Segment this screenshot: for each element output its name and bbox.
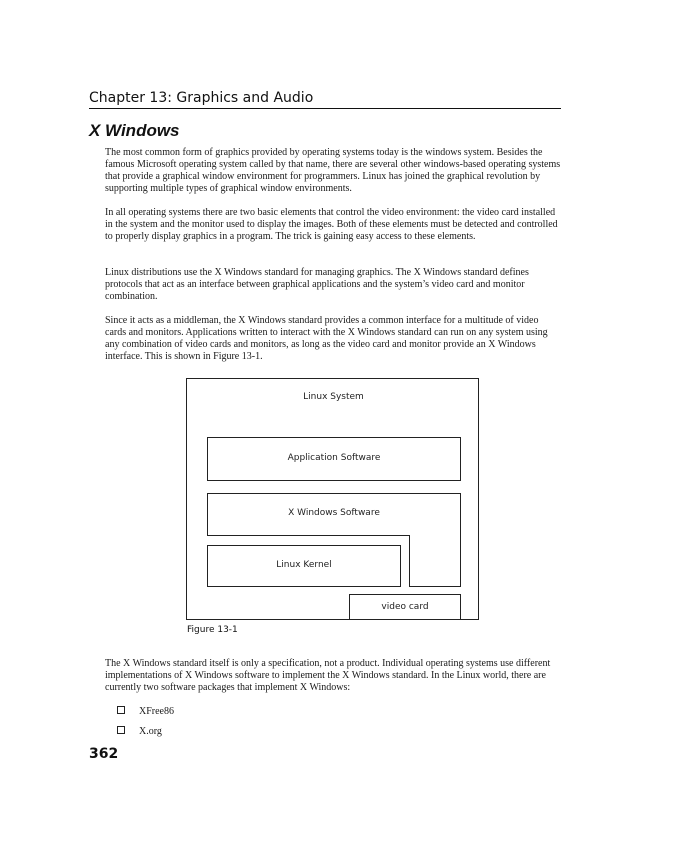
paragraph-2: In all operating systems there are two basic elements that control the video environment: the video card installed in the system and the monitor used to display the images. Both of these elements must be detected and controlled to properly display graphics in a program. The trick is gaining easy access to these elements.: [105, 207, 558, 242]
linux-kernel-box: [207, 545, 401, 587]
list-item: [117, 726, 162, 737]
video-card-label: video card: [381, 602, 429, 612]
list-item: [117, 706, 174, 717]
paragraph-1: The most common form of graphics provided by operating systems today is the windows system. Besides the famous Microsoft operating system called by that name, there are several other windows-based operating systems that provide a graphical window environment for programmers. Linux has joined the graphical revolution by supporting multiple types of graphical window environments.: [105, 147, 561, 194]
figure-linux-system-diagram: [186, 378, 479, 620]
list-item-label: X.org: [139, 726, 162, 737]
application-software-label: Application Software: [287, 453, 381, 463]
paragraph-5: The X Windows standard itself is only a specification, not a product. Individual operating systems use different implementations of X Windows software to implement the X Windows standard. In the Linux world, there are currently two software packages that implement X Windows:: [105, 658, 551, 693]
section-title: X Windows: [89, 121, 180, 140]
checkbox-bullet-icon: [117, 706, 125, 714]
video-card-box: [349, 594, 461, 620]
list-item-label: XFree86: [139, 706, 174, 717]
chapter-header: Chapter 13: Graphics and Audio: [89, 90, 561, 109]
page-number: 362: [89, 746, 119, 762]
figure-caption: Figure 13-1: [187, 625, 238, 635]
paragraph-4: Since it acts as a middleman, the X Windows standard provides a common interface for a multitude of video cards and monitors. Applications written to interact with the X Windows standard can run on any system using any combination of video cards and monitors, as long as the video card and monitor provide an X Windows interface. This is shown in Figure 13-1.: [105, 315, 548, 362]
x-windows-software-label: X Windows Software: [288, 508, 380, 518]
linux-kernel-label: Linux Kernel: [276, 560, 332, 570]
checkbox-bullet-icon: [117, 726, 125, 734]
paragraph-3: Linux distributions use the X Windows standard for managing graphics. The X Windows standard defines protocols that act as an interface between graphical applications and the system’s video card and monitor combination.: [105, 267, 529, 302]
linux-system-label: Linux System: [303, 392, 364, 402]
